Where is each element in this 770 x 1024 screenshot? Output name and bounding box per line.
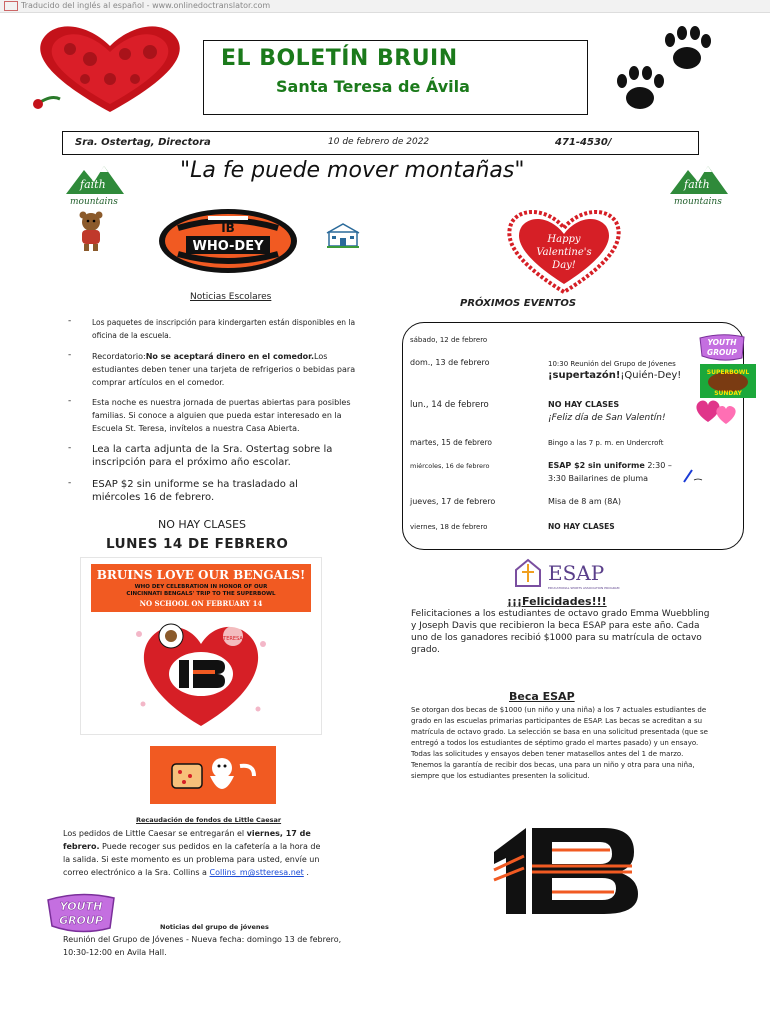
youth-group-badge-left: [44, 890, 118, 934]
rose-heart-image: [30, 24, 190, 114]
issue-date: 10 de febrero de 2022: [328, 137, 430, 147]
event-day-6: jueves, 17 de febrero: [410, 497, 496, 506]
director-name: Sra. Ostertag, Directora: [75, 137, 211, 148]
beca-heading: Beca ESAP: [509, 690, 575, 703]
bullet-dash: -: [68, 443, 72, 453]
newsletter-title: EL BOLETÍN BRUIN: [221, 46, 458, 71]
news-item-4: Lea la carta adjunta de la Sra. Ostertag sobre la inscripción para el próximo año escolar.: [92, 444, 333, 468]
flyer-line1: WHO DEY CELEBRATION IN HONOR OF OUR: [134, 584, 268, 590]
lc-pre: Los pedidos de Little Caesar se entregarán el: [63, 829, 247, 838]
little-caesar-heading: Recaudación de fondos de Little Caesar: [136, 816, 282, 824]
valentine-line3: Day!: [552, 260, 576, 271]
congrats-heading: ¡¡¡Felicidades!!!: [507, 595, 607, 608]
event-day-7: viernes, 18 de febrero: [410, 523, 488, 531]
event-day-5: miércoles, 16 de febrero: [410, 462, 490, 470]
event-desc-6: Misa de 8 am (8A): [548, 497, 621, 506]
no-school-line2: LUNES 14 DE FEBRERO: [106, 536, 289, 552]
youth-badge-line2: GROUP: [59, 914, 103, 927]
faith-text: faith: [684, 178, 710, 191]
event-desc-3: NO HAY CLASES: [548, 400, 620, 409]
bengals-logo: [492, 822, 642, 918]
events-box: [402, 322, 744, 550]
little-caesar-text: [63, 827, 325, 879]
event-day-3: lun., 14 de febrero: [410, 400, 489, 410]
beca-text: Se otorgan dos becas de $1000 (un niño y una niña) a los 7 actuales estudiantes de grado en las escuelas primarias participantes de ESAP. Las becas se acreditan a su matrícula de octavo grado. La selección se basa en una solicitud presentada (que se entregó a todos los estudiantes de séptimo grado el martes pasado) y un ensayo. Todas las solicitudes y ensayos deben tener matasellos antes del 1 de marzo. Tenemos la garantía de recibir dos becas, una para un niño y otra para una niña, siempre que los estudiantes presenten la solicitud.: [411, 706, 708, 780]
event-day-1: sábado, 12 de febrero: [410, 336, 488, 344]
flyer-seal-text: TERESA: [223, 636, 243, 642]
esap-uniform-text: ESAP $2 sin uniforme: [548, 461, 645, 470]
event-day-4: martes, 15 de febrero: [410, 438, 492, 447]
paw-prints-icon: [612, 26, 717, 121]
flyer-heart-logo: [133, 614, 269, 730]
collins-email-link[interactable]: Collins_m@stteresa.net: [209, 868, 304, 877]
superbowl-line2: SUNDAY: [714, 390, 742, 397]
event-desc-7: NO HAY CLASES: [548, 522, 615, 531]
supertazon-text: ¡supertazón!: [548, 370, 621, 381]
school-building-icon: [326, 222, 360, 248]
quote-heading: "La fe puede mover montañas": [180, 158, 525, 183]
quien-dey-text: ¡Quién-Dey!: [620, 370, 682, 381]
superbowl-line1: SUPERBOWL: [706, 369, 750, 376]
news-item-2-post: Los estudiantes deben tener una tarjeta de refrigerios o bebidas para comprar artículos en el comedor.: [92, 352, 356, 387]
news-item-2: [92, 350, 367, 389]
mountains-text: mountains: [674, 197, 722, 206]
pen-icon: [682, 468, 704, 484]
flyer-title: BRUINS LOVE OUR BENGALS!: [96, 568, 306, 582]
mountains-text: mountains: [70, 197, 118, 206]
little-caesars-logo: [150, 746, 276, 804]
faith-text: faith: [80, 178, 106, 191]
event-extra-5: 3:30 Bailarines de pluma: [548, 474, 649, 483]
happy-valentines-heart: [502, 208, 626, 294]
translator-bar: [0, 0, 770, 13]
who-dey-text: WHO-DEY: [192, 239, 264, 254]
esap-logo-sub: EDUCATIONAL SPORTS ASSOCIATION PROGRAM: [548, 586, 620, 590]
bullet-dash: -: [68, 478, 72, 488]
school-name: Santa Teresa de Ávila: [276, 77, 470, 96]
youth-badge-right-line2: GROUP: [707, 348, 737, 357]
news-item-5: ESAP $2 sin uniforme se ha trasladado al miércoles 16 de febrero.: [92, 479, 298, 503]
phone-number: 471-4530/: [555, 137, 612, 148]
valentine-line2: Valentine's: [536, 247, 592, 258]
valentine-line1: Happy: [547, 234, 581, 245]
bear-mascot-image: [72, 210, 110, 252]
bullet-dash: -: [68, 396, 72, 406]
lc-post: Puede recoger sus pedidos en la cafetería a la hora de la salida. Si este momento es un problema para usted, envíe un correo electrónico a la Sra. Collins a: [63, 842, 321, 877]
flyer-line2: CINCINNATI BENGALS' TRIP TO THE SUPERBOWL: [126, 591, 276, 597]
event-desc-4: Bingo a las 7 p. m. en Undercroft: [548, 439, 664, 447]
youth-news-text: Reunión del Grupo de Jóvenes - Nueva fecha: domingo 13 de febrero, 10:30-12:00 en Avila Hall.: [63, 935, 342, 957]
bullet-dash: -: [68, 350, 72, 360]
info-bar: [62, 131, 699, 155]
faith-mountains-logo-left: [64, 158, 126, 206]
bengals-flyer: [80, 557, 322, 735]
news-item-3: Esta noche es nuestra jornada de puertas abiertas para posibles familias. Si conoce a alguien que pueda estar interesado en la Escuela St. Teresa, invítelos a nuestra Casa Abierta.: [92, 398, 351, 433]
bullet-dash: -: [68, 316, 72, 326]
youth-news-heading: Noticias del grupo de jóvenes: [160, 923, 269, 931]
event-desc-5: [548, 461, 672, 470]
events-heading: PRÓXIMOS EVENTOS: [460, 298, 577, 309]
event-extra-3: ¡Feliz día de San Valentín!: [548, 413, 666, 423]
youth-badge-right-line1: YOUTH: [707, 338, 737, 347]
superbowl-sunday-badge: [700, 364, 756, 398]
flyer-line3: NO SCHOOL ON FEBRUARY 14: [139, 599, 263, 608]
event-desc-2: 10:30 Reunión del Grupo de Jóvenes: [548, 360, 676, 368]
pink-hearts-icon: [694, 398, 740, 426]
news-item-1: Los paquetes de inscripción para kindergarten están disponibles en la oficina de la escuela.: [92, 318, 356, 340]
esap-logo: [512, 556, 622, 592]
youth-group-badge-right: [698, 332, 746, 362]
lc-end: .: [303, 868, 309, 877]
school-news-heading: Noticias Escolares: [190, 292, 272, 302]
translator-text: Traducido del inglés al español - www.onlinedoctranslator.com: [21, 1, 271, 10]
esap-logo-text: ESAP: [548, 561, 605, 585]
no-school-line1: NO HAY CLASES: [158, 518, 247, 531]
event-extra-2: [548, 370, 681, 381]
youth-badge-line1: YOUTH: [59, 900, 103, 913]
news-item-2-bold: No se aceptará dinero en el comedor.: [145, 352, 315, 361]
lc-bold: viernes, 17 de febrero.: [63, 829, 311, 851]
svg-text:IB: IB: [221, 221, 235, 235]
esap-time-text: 2:30 –: [644, 461, 672, 470]
translator-logo-icon: [4, 1, 18, 11]
event-day-2: dom., 13 de febrero: [410, 358, 490, 367]
news-item-2-pre: Recordatorio:: [92, 352, 146, 361]
who-dey-football-logo: [158, 208, 298, 274]
congrats-text: Felicitaciones a los estudiantes de octavo grado Emma Wuebbling y Joseph Davis que recibieron la beca ESAP para este año. Cada uno de los ganadores recibió $1000 para su matrícula de octavo grado.: [411, 609, 710, 655]
faith-mountains-logo-right: [668, 158, 730, 206]
